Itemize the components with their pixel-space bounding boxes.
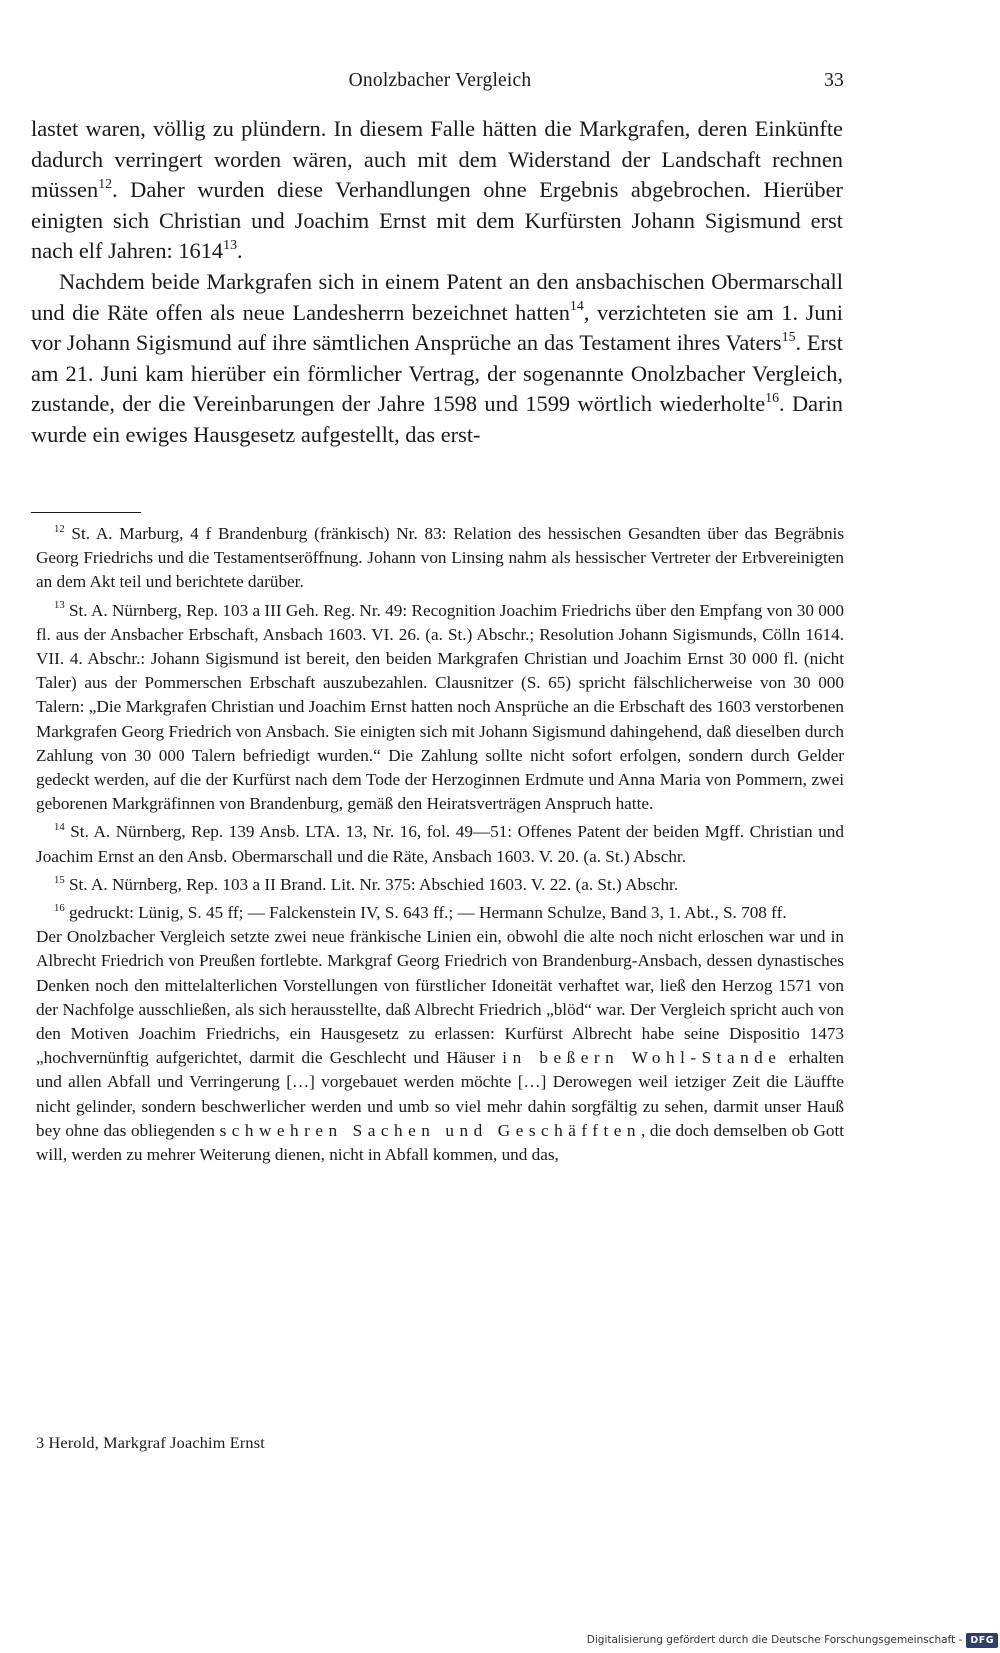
footnote-text: St. A. Nürnberg, Rep. 103 a II Brand. Lit. Nr. 375: Abschied 1603. V. 22. (a. St.) Abschr.	[68, 874, 679, 894]
signature-mark: 3 Herold, Markgraf Joachim Ernst	[36, 1434, 265, 1452]
spaced-emphasis: in beßern Wohl-Stande	[502, 1048, 782, 1068]
paragraph	[31, 114, 843, 267]
digitization-footer	[587, 1629, 998, 1651]
text-run: . Daher wurden diese Verhandlungen ohne Ergebnis abgebrochen. Hierüber einigten sich Christian und Joachim Ernst mit dem Kurfürsten Johann Sigismund erst nach elf Jahren: 1614	[31, 177, 843, 264]
footnote-ref: 15	[781, 330, 796, 345]
text-run: , verzichteten sie am 1. Juni vor Johann Sigismund auf ihre sämtlichen Ansprüche an das Testament ihres Vaters	[31, 299, 843, 356]
footnote-mark: 16	[54, 902, 65, 914]
digitization-notice: Digitalisierung gefördert durch die Deutsche Forschungsgemeinschaft -	[586, 1634, 963, 1646]
paragraph	[31, 267, 843, 451]
footnote-16	[36, 901, 844, 925]
footnote-text: St. A. Nürnberg, Rep. 139 Ansb. LTA. 13, Nr. 16, fol. 49—51: Offenes Patent der beiden Mgff. Christian und Joachim Ernst an den Ansb. Obermarschall und die Räte, Ansbach 1603. V. 20. (a. St.) Abschr.	[36, 822, 844, 866]
footnote-text: St. A. Marburg, 4 f Brandenburg (fränkisch) Nr. 83: Relation des hessischen Gesandten über das Begräbnis Georg Friedrichs und die Testamentseröffnung. Johann von Linsing nahm als hessischer Vertreter der Erbvereinigten an dem Akt teil und berichtete darüber.	[36, 524, 845, 592]
footnote-mark: 14	[54, 822, 65, 834]
text-run: Nachdem beide Markgrafen sich in einem Patent an den ansbachischen Obermarschall und die Räte offen als neue Landesherrn bezeichnet hatten	[31, 268, 843, 325]
text-run: .	[237, 238, 243, 264]
text-run: . Erst am 21. Juni kam hierüber ein förmlicher Vertrag, der sogenannte Onolzbacher Vergleich, zustande, der die Vereinbarungen der Jahre 1598 und 1599 wörtlich wiederholte	[31, 330, 843, 417]
text-run: Der Onolzbacher Vergleich setzte zwei neue fränkische Linien ein, obwohl die alte noch nicht erloschen war und in Albrecht Friedrich von Preußen fortlebte. Markgraf Georg Friedrich von Brandenburg-Ansbach, dessen dynastisches Denken noch den mittelalterlichen Vorstellungen von fürstlicher Idoneität verhaftet war, ließ den Herzog 1571 von der Nachfolge ausschließen, als sich herausstellte, daß Albrecht Friedrich „blöd“ war. Der Vergleich spricht auch von den Motiven Joachim Friedrichs, ein Hausgesetz zu erlassen: Kurfürst Albrecht habe seine Dispositio 1473 „hochvernünftig aufgerichtet, darmit die Geschlecht und Häuser	[36, 927, 844, 1068]
footnote-ref: 13	[223, 238, 237, 254]
footnote-15	[36, 873, 844, 897]
footnote-ref: 14	[569, 299, 584, 315]
text-run: . Darin wurde ein ewiges Hausgesetz aufgestellt, das erst-	[31, 391, 843, 447]
footnotes	[36, 522, 844, 1167]
spaced-emphasis: schwehren Sachen und Geschäfften	[219, 1120, 642, 1140]
footnote-mark: 15	[54, 874, 65, 886]
footnote-ref: 12	[98, 177, 113, 193]
footnote-continuation	[36, 925, 844, 1167]
footnote-separator	[31, 512, 141, 513]
page-number: 33	[824, 70, 844, 91]
footnote-13	[36, 599, 844, 817]
footnote-text: gedruckt: Lünig, S. 45 ff; — Falckenstein IV, S. 643 ff.; — Hermann Schulze, Band 3, 1. Abt., S. 708 ff.	[68, 903, 787, 923]
footnote-ref: 16	[765, 391, 780, 407]
footnote-text: St. A. Nürnberg, Rep. 103 a III Geh. Reg. Nr. 49: Recognition Joachim Friedrichs über den Empfang von 30 000 fl. aus der Ansbacher Erbschaft, Ansbach 1603. VI. 26. (a. St.) Abschr.; Resolution Johann Sigismunds, Cölln 1614. VII. 4. Abschr.: Johann Sigismund ist bereit, den beiden Markgrafen Christian und Joachim Ernst 30 000 fl. (nicht Taler) aus der Pommerschen Erbschaft auszubezahlen. Clausnitzer (S. 65) spricht fälschlicherweise von 30 000 Talern: „Die Markgrafen Christian und Joachim Ernst hatten noch Ansprüche an die Erbschaft des 1603 verstorbenen Markgrafen Georg Friedrich von Ansbach. Sie einigten sich mit Johann Sigismund dahingehend, daß dieselben durch Zahlung von 30 000 Talern befriedigt wurden.“ Die Zahlung sollte nicht sofort erfolgen, sondern durch Gelder gedeckt werden, auf die der Kurfürst nach dem Tode der Herzoginnen Erdmute und Anna Maria von Pommern, zwei geborenen Markgräfinnen von Brandenburg, gemäß den Heiratsverträgen Anspruch hatte.	[36, 600, 844, 814]
running-title: Onolzbacher Vergleich	[348, 70, 532, 91]
footnote-12	[36, 522, 844, 595]
footnote-mark: 12	[54, 523, 65, 535]
running-header	[36, 70, 844, 100]
footnote-14	[36, 820, 844, 868]
text-run: , die doch demselben ob Gott will, werden zu mehrer Weiterung dienen, nicht in Abfall kommen, und das,	[36, 1120, 845, 1165]
text-run: erhalten und allen Abfall und Verringerung […] vorgebauet werden möchte […] Derowegen weil ietziger Zeit die Läuffte nicht gelinder, sondern beschwerlicher werden und umb so viel mehr dahin sorgfältig zu sehen, darmit unser Hauß bey ohne das obliegenden	[36, 1048, 844, 1140]
dfg-logo-icon: DFG	[966, 1633, 998, 1648]
footnote-mark: 13	[54, 600, 65, 612]
main-text	[31, 114, 843, 451]
text-run: lastet waren, völlig zu plündern. In diesem Falle hätten die Markgrafen, deren Einkünfte dadurch verringert worden wären, auch mit dem Widerstand der Landschaft rechnen müssen	[31, 116, 843, 203]
